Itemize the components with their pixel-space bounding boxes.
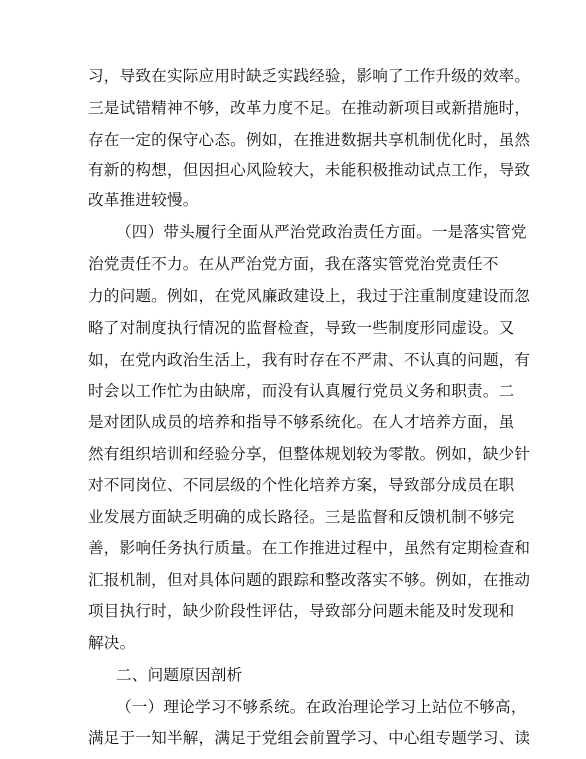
text-line: 存在一定的保守心态。例如，在推进数据共享机制优化时，虽然 xyxy=(88,131,531,149)
text-line: 汇报机制，但对具体问题的跟踪和整改落实不够。例如，在推动 xyxy=(88,571,531,589)
text-line: 时会以工作忙为由缺席，而没有认真履行党员义务和职责。二 xyxy=(88,382,515,400)
text-line: 略了对制度执行情况的监督检查，导致一些制度形同虚设。又 xyxy=(88,319,515,337)
paragraph-first-line: （四）带头履行全面从严治党政治责任方面。一是落实管党 xyxy=(116,223,527,241)
text-line: 是对团队成员的培养和指导不够系统化。在人才培养方面，虽 xyxy=(88,413,515,431)
section-heading: 二、问题原因剖析 xyxy=(116,666,243,684)
text-line: 对不同岗位、不同层级的个性化培养方案，导致部分成员在职 xyxy=(88,476,515,494)
text-line: 三是试错精神不够，改革力度不足。在推动新项目或新措施时， xyxy=(88,99,531,117)
text-line: 解决。 xyxy=(88,634,136,652)
text-line: 治党责任不力。在从严治党方面，我在落实管党治党责任不 xyxy=(88,255,499,273)
text-line: 习，导致在实际应用时缺乏实践经验，影响了工作升级的效率。 xyxy=(88,67,531,85)
text-line: 力的问题。例如，在党风廉政建设上，我过于注重制度建设而忽 xyxy=(88,287,531,305)
text-line: 项目执行时，缺少阶段性评估，导致部分问题未能及时发现和 xyxy=(88,602,515,620)
paragraph-first-line: （一）理论学习不够系统。在政治理论学习上站位不够高， xyxy=(116,698,527,716)
text-line: 善，影响任务执行质量。在工作推进过程中，虽然有定期检查和 xyxy=(88,539,531,557)
text-line: 如，在党内政治生活上，我有时存在不严肃、不认真的问题，有 xyxy=(88,351,531,369)
text-line: 然有组织培训和经验分享，但整体规划较为零散。例如，缺少针 xyxy=(88,445,531,463)
text-line: 改革推进较慢。 xyxy=(88,191,199,209)
text-line: 满足于一知半解，满足于党组会前置学习、中心组专题学习、读 xyxy=(88,729,531,747)
text-line: 业发展方面缺乏明确的成长路径。三是监督和反馈机制不够完 xyxy=(88,508,515,526)
text-line: 有新的构想，但因担心风险较大，未能积极推动试点工作，导致 xyxy=(88,161,531,179)
